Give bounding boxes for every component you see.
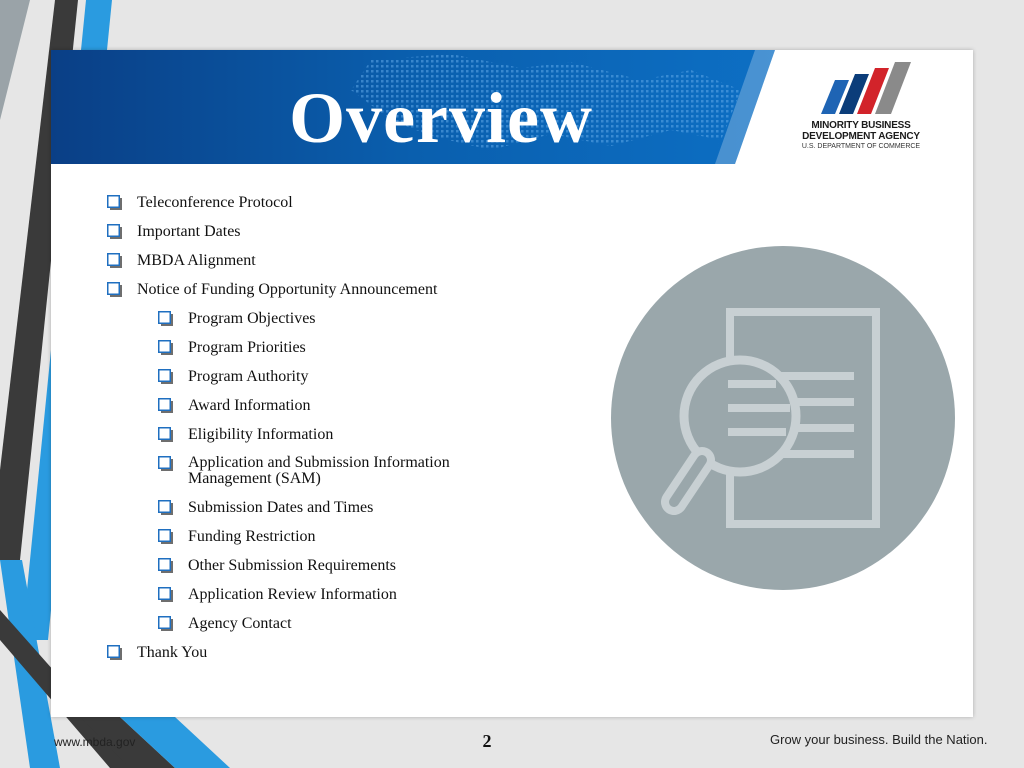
checkbox-bullet-icon (107, 645, 120, 658)
agenda-item (156, 455, 585, 487)
agenda-item (156, 368, 585, 385)
footer-tagline: Grow your business. Build the Nation. (770, 732, 988, 747)
checkbox-bullet-icon (107, 282, 120, 295)
agenda-item (156, 615, 585, 632)
agenda-item-text: Application Review Information (188, 586, 397, 603)
agenda-item (105, 252, 585, 269)
agenda-item-text: Teleconference Protocol (137, 194, 293, 211)
logo-department: U.S. DEPARTMENT OF COMMERCE (801, 143, 921, 150)
agenda-item-text: Important Dates (137, 223, 241, 240)
agenda-item-text: Funding Restriction (188, 528, 316, 545)
checkbox-bullet-icon (158, 587, 171, 600)
logo-line-1: MINORITY BUSINESS (811, 120, 911, 131)
logo-agency-name (791, 120, 931, 142)
agenda-item-text: Eligibility Information (188, 426, 334, 443)
agenda-item (156, 310, 585, 327)
checkbox-bullet-icon (158, 427, 171, 440)
slide (51, 50, 973, 717)
agenda-item-text: Program Authority (188, 368, 309, 385)
checkbox-bullet-icon (107, 253, 120, 266)
checkbox-bullet-icon (158, 369, 171, 382)
agenda-item-text: MBDA Alignment (137, 252, 256, 269)
agenda-item (156, 528, 585, 545)
agenda-item (105, 644, 585, 661)
agenda-item (156, 397, 585, 414)
checkbox-bullet-icon (107, 195, 120, 208)
mbda-logo (791, 62, 931, 154)
agenda-item (156, 339, 585, 356)
agenda-item-text: Application and Submission Information (188, 454, 450, 471)
agenda-item (156, 557, 585, 574)
agenda-item-text: Notice of Funding Opportunity Announcement (137, 281, 438, 298)
agenda-item (156, 586, 585, 603)
checkbox-bullet-icon (107, 224, 120, 237)
agenda-item-text: Submission Dates and Times (188, 499, 374, 516)
agenda-item-text-continued: Management (SAM) (188, 470, 321, 487)
agenda-item-text: Program Objectives (188, 310, 316, 327)
checkbox-bullet-icon (158, 529, 171, 542)
agenda-item (156, 499, 585, 516)
agenda-list (105, 194, 585, 673)
slide-title: Overview (289, 78, 593, 158)
agenda-item-text: Thank You (137, 644, 208, 661)
checkbox-bullet-icon (158, 558, 171, 571)
checkbox-bullet-icon (158, 500, 171, 513)
agenda-item-text: Agency Contact (188, 615, 292, 632)
checkbox-bullet-icon (158, 616, 171, 629)
mbda-logo-mark-icon (821, 62, 913, 116)
agenda-item-text: Award Information (188, 397, 311, 414)
checkbox-bullet-icon (158, 311, 171, 324)
agenda-item-text: Program Priorities (188, 339, 306, 356)
logo-line-2: DEVELOPMENT AGENCY (802, 131, 920, 142)
agenda-item (105, 281, 585, 298)
agenda-item (156, 426, 585, 443)
page-number: 2 (482, 731, 492, 751)
checkbox-bullet-icon (158, 456, 171, 469)
footer-url[interactable]: www.mbda.gov (54, 735, 136, 749)
agenda-item-text: Other Submission Requirements (188, 557, 396, 574)
checkbox-bullet-icon (158, 398, 171, 411)
document-search-icon (610, 224, 956, 612)
agenda-item (105, 223, 585, 240)
agenda-item (105, 194, 585, 211)
checkbox-bullet-icon (158, 340, 171, 353)
